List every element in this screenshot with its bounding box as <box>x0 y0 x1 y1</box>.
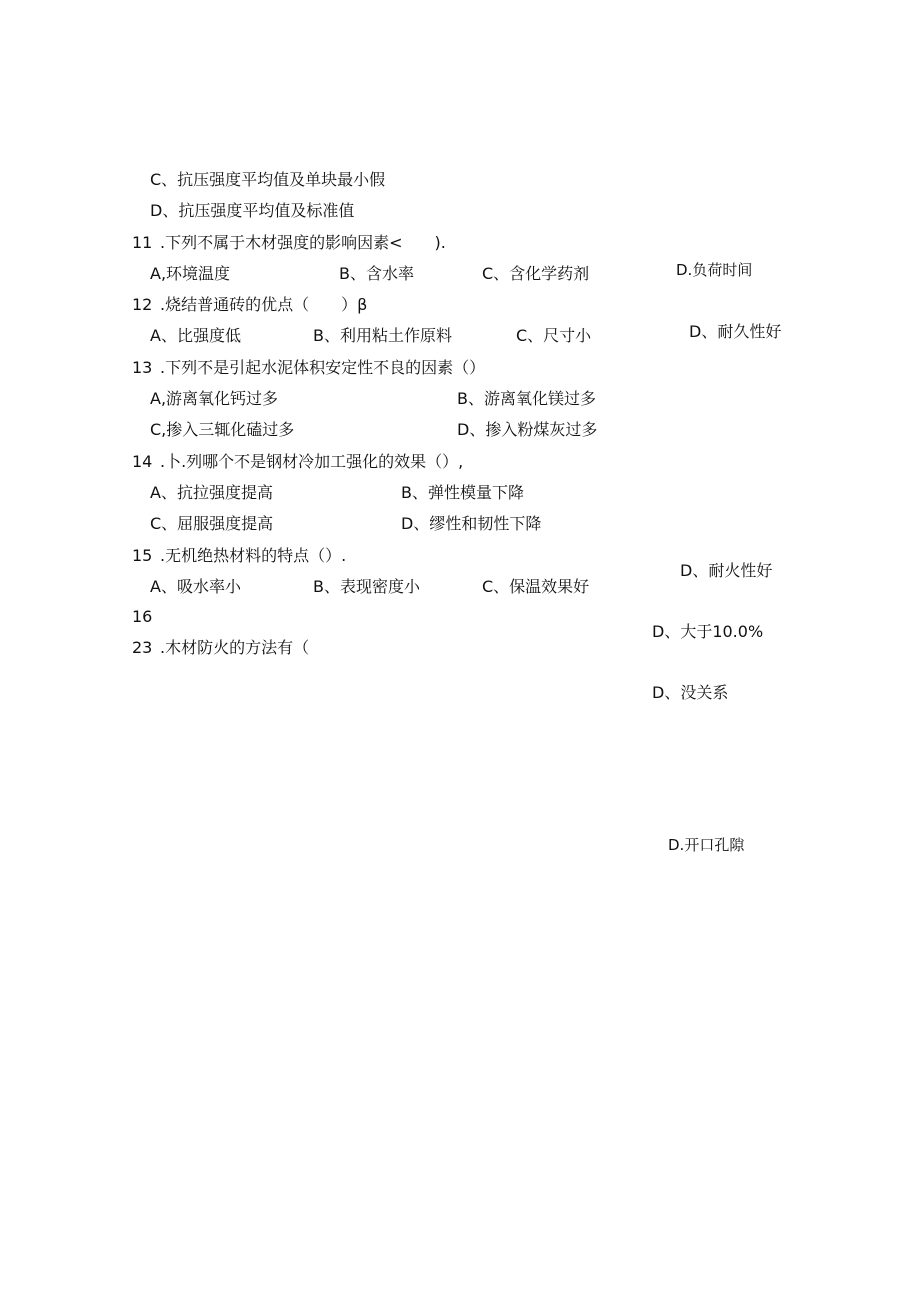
q12-stem: .烧结普通砖的优点（ ）β <box>160 295 368 314</box>
q16-number: 16 <box>132 607 153 626</box>
q12-number: 12 <box>132 295 153 314</box>
q14-option-b: B、弹性模量下降 <box>401 483 524 502</box>
q15-option-d: D、耐火性好 <box>680 561 773 580</box>
q10-option-c: C、抗压强度平均值及单块最小假 <box>150 170 386 189</box>
q23-stem: .木材防火的方法有（ <box>160 638 310 657</box>
q11-option-c: C、含化学药剂 <box>482 264 590 283</box>
q23-number: 23 <box>132 638 153 657</box>
q12-option-b: B、利用粘土作原料 <box>313 326 452 345</box>
q15-option-c: C、保温效果好 <box>482 577 590 596</box>
q13-stem: .下列不是引起水泥体积安定性不良的因素（） <box>160 358 486 377</box>
q16-option-d: D、大于10.0% <box>652 622 764 641</box>
q11-number: 11 <box>132 233 153 252</box>
q14-stem: .卜.列哪个不是钢材冷加工强化的效果（）, <box>160 452 464 471</box>
q11-option-d: D.负荷时间 <box>676 261 753 279</box>
q11-stem: .下列不属于木材强度的影响因素< ). <box>160 233 446 252</box>
q13-option-d: D、掺入粉煤灰过多 <box>457 420 598 439</box>
q15-option-a: A、吸水率小 <box>150 577 241 596</box>
stray-option-no-relation: D、没关系 <box>652 683 729 702</box>
q14-option-d: D、缪性和韧性下降 <box>401 514 542 533</box>
q13-number: 13 <box>132 358 153 377</box>
q14-number: 14 <box>132 452 153 471</box>
q14-option-c: C、屈服强度提高 <box>150 514 274 533</box>
q12-option-d: D、耐久性好 <box>689 322 782 341</box>
q12-option-a: A、比强度低 <box>150 326 241 345</box>
q15-number: 15 <box>132 546 153 565</box>
q13-option-b: B、游离氧化镁过多 <box>457 389 596 408</box>
q13-option-c: C,掺入三辄化磕过多 <box>150 420 295 439</box>
stray-option-open-pores: D.开口孔隙 <box>668 836 745 854</box>
q15-stem: .无机绝热材料的特点（）. <box>160 546 347 565</box>
q10-option-d: D、抗压强度平均值及标准值 <box>150 201 355 220</box>
q15-option-b: B、表现密度小 <box>313 577 420 596</box>
q13-option-a: A,游离氧化钙过多 <box>150 389 279 408</box>
q11-option-a: A,环境温度 <box>150 264 231 283</box>
q12-option-c: C、尺寸小 <box>516 326 592 345</box>
q14-option-a: A、抗拉强度提高 <box>150 483 273 502</box>
q11-option-b: B、含水率 <box>339 264 414 283</box>
